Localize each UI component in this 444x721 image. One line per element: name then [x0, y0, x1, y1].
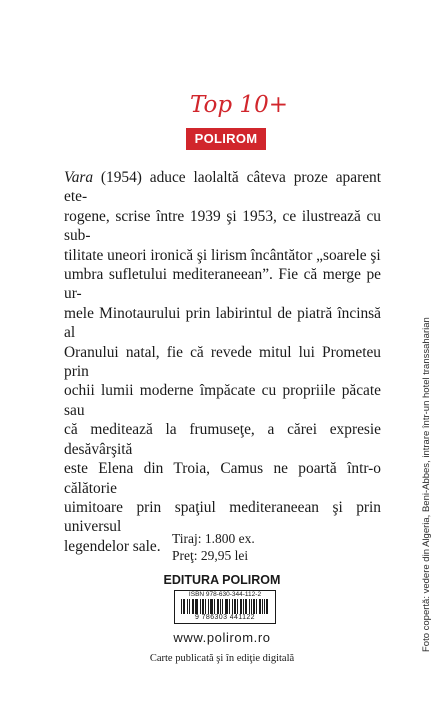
barcode-bar	[218, 599, 219, 615]
description-line: este Elena din Troia, Camus ne poartă într-o călătorie	[64, 460, 381, 497]
description-line: tilitate uneori ironică şi lirism încântător „soarele şi	[64, 246, 381, 264]
digital-edition-note: Carte publicată şi în ediţie digitală	[149, 653, 295, 664]
barcode-bar	[245, 599, 246, 615]
barcode-bar	[217, 599, 218, 615]
barcode-bar	[262, 599, 263, 615]
barcode-bar	[197, 599, 198, 615]
barcode-bar	[235, 599, 236, 615]
barcode-bar	[237, 599, 238, 615]
barcode-bar	[200, 599, 201, 615]
barcode-bar	[264, 599, 265, 615]
print-run: Tiraj: 1.800 ex.	[172, 531, 255, 546]
publisher-name: EDITURA POLIROM	[163, 573, 281, 587]
description-line: legendelor sale.	[64, 537, 161, 555]
barcode-bar	[225, 599, 226, 615]
barcode-bar	[253, 599, 254, 615]
barcode-bar	[196, 599, 197, 615]
barcode-bar	[205, 599, 206, 615]
barcode-bar	[183, 599, 184, 615]
isbn-label: ISBN 978-630-344-112-2	[188, 591, 262, 598]
barcode-bar	[227, 599, 228, 615]
isbn-barcode	[174, 590, 276, 624]
barcode-bar	[187, 599, 188, 615]
description-line: rogene, scrise între 1939 şi 1953, ce ilustrează cu sub-	[64, 207, 381, 245]
description-line: (1954) aduce laolaltă câteva proze aparent ete-	[64, 169, 381, 206]
barcode-bar	[241, 599, 242, 615]
barcode-bar	[184, 599, 185, 615]
barcode-bar	[266, 599, 267, 615]
barcode-bar	[260, 599, 261, 615]
photo-credit: Foto copertă: vedere din Algeria, Beni-Abbes, intrare într-un hotel transsaharian	[421, 317, 432, 652]
barcode-bar	[203, 599, 204, 615]
barcode-bar	[210, 599, 211, 615]
publisher-website: www.polirom.ro	[173, 630, 271, 645]
description-line: umbra sufletului mediteraneean”. Fie că merge pe ur-	[64, 266, 381, 303]
barcode-bar	[256, 599, 257, 615]
barcode-bar	[195, 599, 196, 615]
barcode-bar	[240, 599, 241, 615]
price: Preţ: 29,95 lei	[172, 548, 249, 563]
barcode-digits: 9 786303 441122	[175, 614, 275, 622]
book-description	[64, 168, 381, 556]
barcode-bar	[212, 599, 213, 615]
barcode-bar	[249, 599, 250, 615]
barcode-bar	[208, 599, 209, 615]
description-line: uimitoare prin spaţiul mediteraneean şi prin universul	[64, 498, 381, 536]
description-line: că meditează la frumuseţe, a cărei expresie desăvârşită	[64, 421, 381, 458]
barcode-bar	[229, 599, 230, 615]
barcode-bar	[226, 599, 227, 615]
series-logo-text: Top 10+	[190, 92, 288, 118]
description-line: Oranului natal, fie că revede mitul lui Prometeu prin	[64, 343, 381, 381]
barcode-bar	[246, 599, 247, 615]
barcode-bar	[193, 599, 194, 615]
barcode-bar	[267, 599, 268, 615]
barcode-bar	[254, 599, 255, 615]
barcode-bar	[222, 599, 223, 615]
publisher-badge: POLIROM	[186, 128, 266, 150]
barcode-bar	[189, 599, 190, 615]
barcode-bar	[211, 599, 212, 615]
barcode-bar	[214, 599, 215, 615]
barcode-bar	[202, 599, 203, 615]
description-line: mele Minotaurului prin labirintul de piatră încinsă al	[64, 304, 381, 342]
barcode-bar	[259, 599, 260, 615]
barcode-bar	[243, 599, 244, 615]
barcode-bar	[220, 599, 221, 615]
barcode-bars	[181, 599, 269, 615]
barcode-bar	[181, 599, 182, 615]
barcode-bar	[232, 599, 233, 615]
barcode-bar	[192, 599, 193, 615]
description-line: ochii lumii moderne împăcate cu propriile păcate sau	[64, 382, 381, 419]
barcode-bar	[234, 599, 235, 615]
barcode-bar	[251, 599, 252, 615]
book-title: Vara	[64, 169, 94, 186]
